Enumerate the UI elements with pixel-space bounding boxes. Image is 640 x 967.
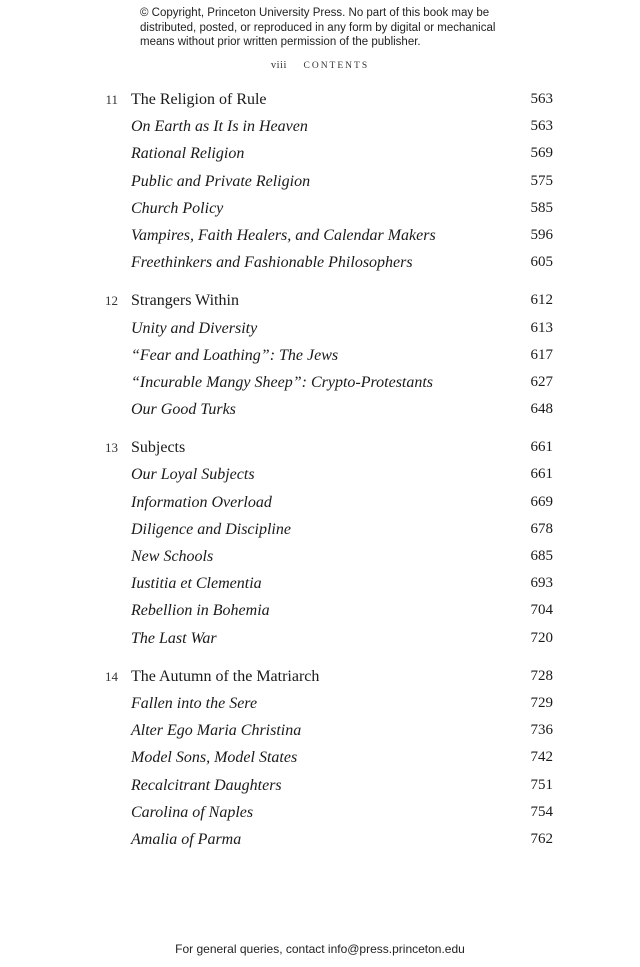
chapter-title: The Religion of Rule — [131, 91, 267, 108]
section-title: Iustitia et Clementia — [131, 575, 262, 593]
copyright-line: means without prior written permission of the publisher. — [140, 36, 421, 48]
section-page-number: 596 — [530, 226, 553, 243]
section-entry — [0, 543, 640, 570]
section-entry — [0, 222, 640, 249]
section-page-number: 729 — [530, 694, 553, 711]
section-entry — [0, 516, 640, 543]
section-entry — [0, 369, 640, 396]
chapter-entry — [0, 663, 640, 690]
chapter-entry — [0, 287, 640, 314]
copyright-line: © Copyright, Princeton University Press. No part of this book may be — [140, 7, 490, 19]
section-entry — [0, 625, 640, 652]
section-page-number: 563 — [530, 118, 553, 135]
section-title: The Last War — [131, 629, 217, 647]
chapter-block — [0, 86, 640, 276]
section-title: Freethinkers and Fashionable Philosophers — [131, 254, 413, 272]
section-page-number: 754 — [530, 803, 553, 820]
section-entry — [0, 140, 640, 167]
section-title: “Fear and Loathing”: The Jews — [131, 346, 339, 364]
section-entry — [0, 396, 640, 423]
table-of-contents — [0, 86, 640, 864]
section-title: Rational Religion — [131, 145, 245, 163]
section-entry — [0, 826, 640, 853]
section-title: Unity and Diversity — [131, 319, 258, 337]
section-page-number: 613 — [530, 319, 553, 336]
section-page-number: 627 — [530, 373, 553, 390]
section-page-number: 661 — [530, 466, 553, 483]
section-entry — [0, 772, 640, 799]
section-title: Diligence and Discipline — [131, 520, 291, 538]
section-page-number: 751 — [530, 776, 553, 793]
section-title: Our Good Turks — [131, 401, 236, 419]
section-title: Public and Private Religion — [131, 172, 311, 190]
section-entry — [0, 461, 640, 488]
section-page-number: 569 — [530, 145, 553, 162]
section-page-number: 678 — [530, 520, 553, 537]
section-page-number: 742 — [530, 749, 553, 766]
page-folio: viii — [270, 60, 287, 71]
section-entry — [0, 570, 640, 597]
chapter-title: Subjects — [131, 439, 186, 457]
chapter-title: Strangers Within — [131, 292, 239, 310]
section-entry — [0, 489, 640, 516]
chapter-number: 12 — [105, 293, 118, 309]
section-entry — [0, 799, 640, 826]
section-page-number: 585 — [530, 199, 553, 216]
chapter-page-number: 728 — [530, 667, 553, 684]
running-head-title: CONTENTS — [303, 61, 370, 71]
section-title: Rebellion in Bohemia — [131, 602, 270, 620]
section-title: “Incurable Mangy Sheep”: Crypto-Protestants — [131, 373, 434, 391]
section-page-number: 669 — [530, 493, 553, 510]
footer-contact: For general queries, contact info@press.princeton.edu — [175, 942, 465, 956]
section-entry — [0, 597, 640, 624]
section-entry — [0, 249, 640, 276]
chapter-block — [0, 663, 640, 853]
section-entry — [0, 717, 640, 744]
section-entry — [0, 113, 640, 140]
section-entry — [0, 744, 640, 771]
chapter-entry — [0, 86, 640, 113]
section-title: Carolina of Naples — [131, 803, 254, 821]
chapter-title: The Autumn of the Matriarch — [131, 667, 320, 685]
section-page-number: 648 — [530, 401, 553, 418]
chapter-page-number: 661 — [530, 439, 553, 456]
copyright-line: distributed, posted, or reproduced in any form by digital or mechanical — [140, 21, 496, 34]
section-title: On Earth as It Is in Heaven — [131, 118, 308, 136]
section-title: Recalcitrant Daughters — [131, 776, 282, 794]
section-entry — [0, 168, 640, 195]
section-page-number: 736 — [530, 722, 553, 739]
chapter-number: 14 — [105, 668, 118, 684]
section-page-number: 605 — [530, 254, 553, 271]
chapter-page-number: 563 — [530, 91, 553, 107]
section-title: Fallen into the Sere — [131, 694, 258, 712]
chapter-page-number: 612 — [530, 292, 553, 309]
section-title: Amalia of Parma — [131, 830, 242, 848]
section-page-number: 617 — [530, 346, 553, 363]
section-entry — [0, 342, 640, 369]
section-title: Our Loyal Subjects — [131, 466, 255, 484]
section-page-number: 720 — [530, 629, 553, 646]
section-page-number: 704 — [530, 602, 553, 619]
section-title: New Schools — [131, 548, 214, 565]
section-page-number: 575 — [530, 172, 553, 189]
section-entry — [0, 195, 640, 222]
chapter-entry — [0, 434, 640, 461]
section-page-number: 685 — [530, 548, 553, 564]
chapter-number: 13 — [105, 440, 118, 456]
section-title: Church Policy — [131, 199, 224, 217]
chapter-block — [0, 434, 640, 652]
running-head — [0, 60, 640, 71]
section-title: Vampires, Faith Healers, and Calendar Makers — [131, 226, 436, 244]
chapter-number: 11 — [105, 92, 118, 107]
section-title: Alter Ego Maria Christina — [131, 722, 302, 740]
section-entry — [0, 315, 640, 342]
copyright-notice — [140, 6, 520, 50]
section-page-number: 693 — [530, 575, 553, 592]
section-entry — [0, 690, 640, 717]
section-title: Model Sons, Model States — [131, 749, 298, 767]
chapter-block — [0, 287, 640, 423]
section-title: Information Overload — [131, 493, 272, 511]
section-page-number: 762 — [530, 830, 553, 847]
